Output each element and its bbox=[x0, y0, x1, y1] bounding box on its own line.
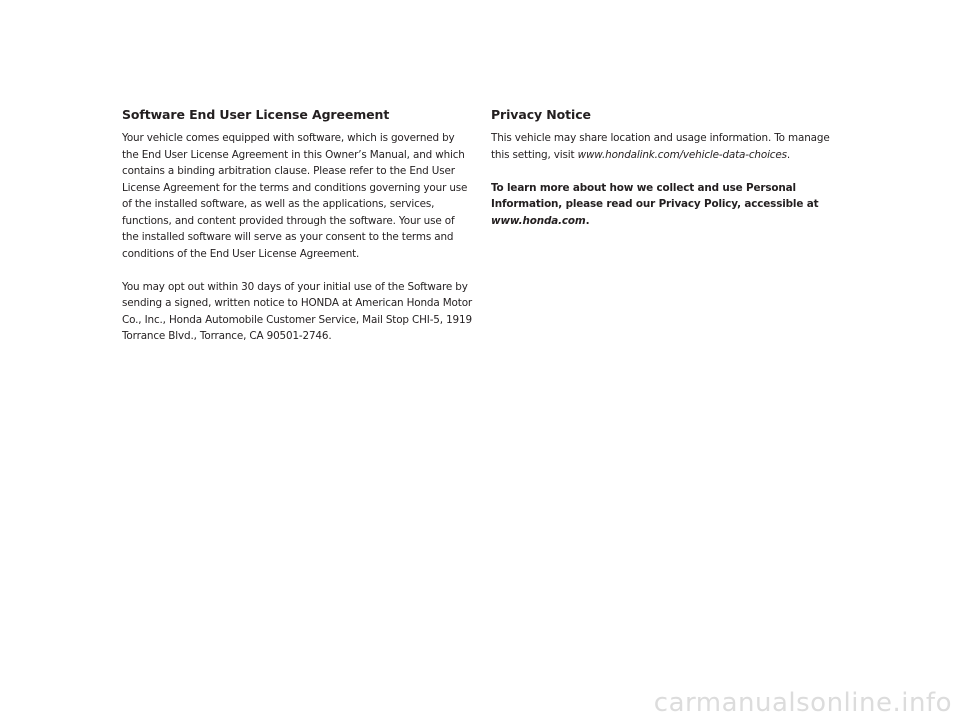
privacy-section bbox=[491, 106, 841, 229]
watermark: carmanualsonline.info bbox=[653, 688, 952, 718]
privacy-paragraph-2-end: . bbox=[585, 214, 590, 227]
eula-heading: Software End User License Agreement bbox=[122, 107, 390, 122]
privacy-paragraph-2 bbox=[491, 180, 841, 230]
vehicle-data-choices-link[interactable]: www.hondalink.com/vehicle-data-choices bbox=[577, 148, 787, 161]
eula-paragraph-1: Your vehicle comes equipped with software, which is governed by the End User License Agreement in this Owner’s Manual, and which contains a binding arbitration clause. Please refer to the End User License Agreement for the terms and conditions governing your use of the installed software, as well as the applications, services, functions, and content provided through the software. Your use of the installed software will serve as your consent to the terms and conditions of the End User License Agreement. bbox=[122, 132, 468, 260]
privacy-paragraph-1-text: This vehicle may share location and usage information. To manage this setting, visit bbox=[491, 132, 830, 161]
eula-section bbox=[122, 106, 474, 345]
eula-paragraph-2: You may opt out within 30 days of your initial use of the Software by sending a signed, written notice to HONDA at American Honda Motor Co., Inc., Honda Automobile Customer Service, Mail Stop CHI-5, 1919 Torrance Blvd., Torrance, CA 90501-2746. bbox=[122, 280, 473, 342]
honda-website-link[interactable]: www.honda.com bbox=[491, 214, 586, 227]
privacy-paragraph-2-text: To learn more about how we collect and use Personal Information, please read our Privacy Policy, accessible at bbox=[491, 181, 819, 210]
privacy-paragraph-1 bbox=[491, 130, 841, 163]
privacy-heading: Privacy Notice bbox=[491, 107, 591, 122]
privacy-paragraph-1-end: . bbox=[786, 148, 791, 161]
